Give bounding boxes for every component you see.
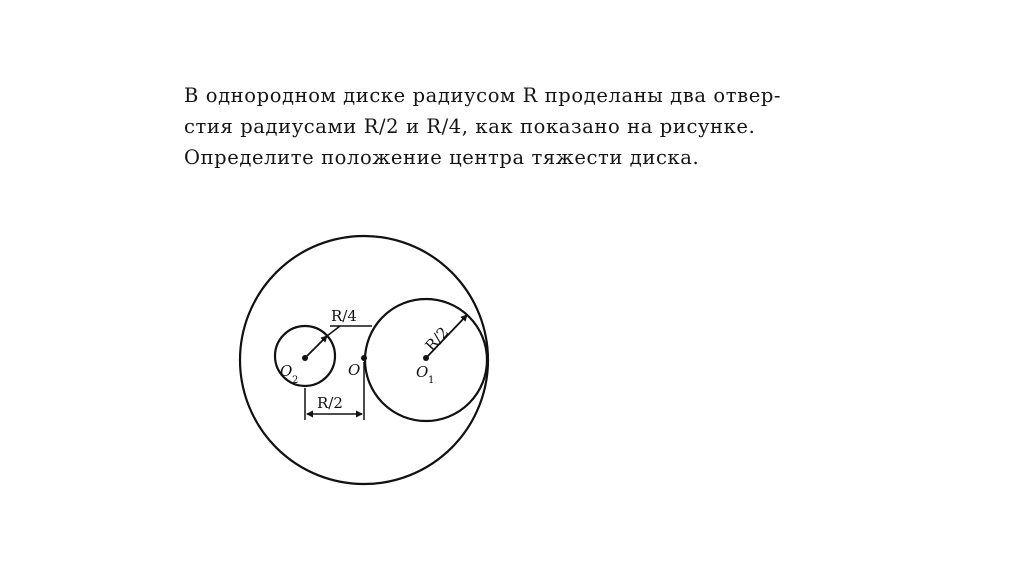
label-o2-main: O xyxy=(280,362,293,380)
disk-figure xyxy=(230,226,500,496)
r4-leader-line xyxy=(327,326,340,336)
label-o: O xyxy=(348,361,361,379)
problem-line-1: В однородном диске радиусом R проделаны два отвер- xyxy=(184,84,782,107)
center-o-dot xyxy=(361,355,367,361)
label-r4: R/4 xyxy=(331,307,357,325)
label-o1-sub: 1 xyxy=(428,375,435,386)
problem-statement xyxy=(184,80,864,173)
problem-line-3: Определите положение центра тяжести диска. xyxy=(184,146,700,169)
small-radius-arrow xyxy=(305,336,327,358)
label-o1 xyxy=(416,363,434,386)
label-r2-dim: R/2 xyxy=(317,394,343,412)
label-o2-sub: 2 xyxy=(292,375,299,386)
problem-line-2: стия радиусами R/2 и R/4, как показано на рисунке. xyxy=(184,115,756,138)
label-o1-main: O xyxy=(416,363,429,381)
label-r2-inner: R/2 xyxy=(421,323,453,355)
disk-diagram xyxy=(230,226,500,496)
